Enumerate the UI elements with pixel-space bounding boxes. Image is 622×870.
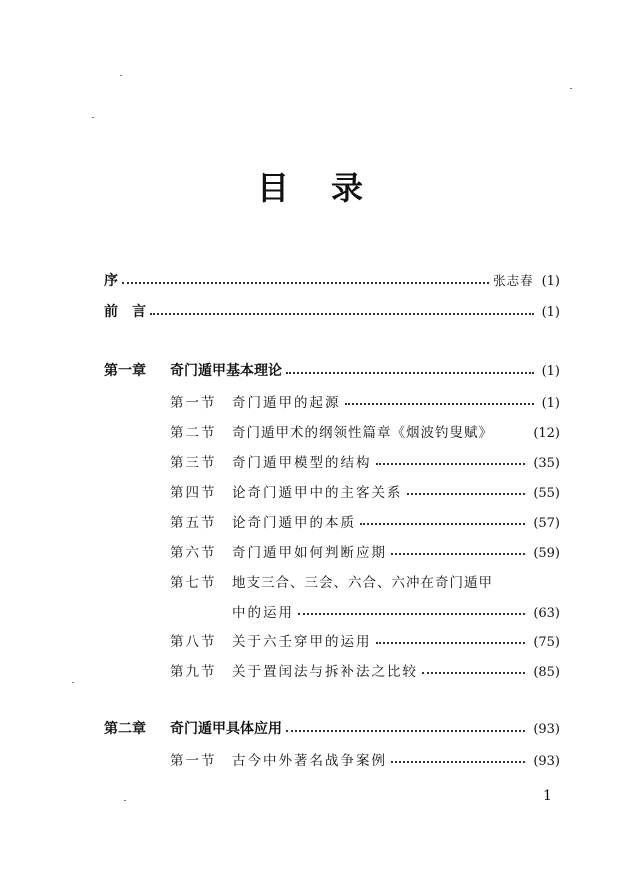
section-number: 第四节 bbox=[170, 485, 217, 501]
leader-dots bbox=[422, 672, 525, 674]
section-title: 关于置闰法与拆补法之比较 bbox=[232, 664, 418, 680]
section-title: 奇门遁甲术的纲领性篇章《烟波钓叟赋》 bbox=[232, 425, 493, 441]
entry-label: 前 言 bbox=[104, 304, 146, 320]
section-title: 论奇门遁甲中的主客关系 bbox=[232, 485, 403, 501]
section-title: 奇门遁甲如何判断应期 bbox=[232, 545, 387, 561]
leader-dots bbox=[407, 493, 526, 495]
leader-dots bbox=[376, 642, 526, 644]
toc-section[interactable] bbox=[170, 541, 560, 561]
section-title: 关于六壬穿甲的运用 bbox=[232, 634, 372, 650]
section-number: 第一节 bbox=[170, 753, 217, 769]
toc-entry-foreword[interactable] bbox=[104, 301, 560, 321]
toc-section[interactable] bbox=[170, 660, 560, 680]
leader-dots bbox=[376, 463, 526, 465]
section-number: 第八节 bbox=[170, 634, 217, 650]
toc-section[interactable] bbox=[170, 511, 560, 531]
entry-page: (93) bbox=[533, 754, 560, 769]
leader-dots bbox=[391, 553, 525, 555]
page-title bbox=[0, 163, 622, 209]
entry-page: (93) bbox=[533, 722, 560, 737]
section-number: 第一节 bbox=[170, 395, 217, 411]
entry-page: (1) bbox=[541, 396, 560, 411]
entry-page: (1) bbox=[541, 364, 560, 379]
chapter-number: 第一章 bbox=[104, 363, 146, 379]
scan-speck bbox=[120, 75, 122, 76]
leader-dots bbox=[286, 730, 525, 732]
leader-dots bbox=[298, 613, 525, 615]
entry-label: 序 bbox=[104, 273, 118, 289]
leader-dots bbox=[360, 523, 525, 525]
section-title-continued: 中的运用 bbox=[232, 605, 294, 621]
scan-speck bbox=[124, 800, 126, 801]
toc-section[interactable] bbox=[170, 630, 560, 650]
chapter-title: 奇门遁甲基本理论 bbox=[170, 363, 282, 379]
entry-author: 张志春 bbox=[493, 273, 534, 288]
entry-page: (55) bbox=[533, 486, 560, 501]
entry-page: (85) bbox=[533, 665, 560, 680]
toc-section[interactable] bbox=[170, 481, 560, 501]
entry-page: (1) bbox=[541, 305, 560, 320]
leader-dots bbox=[286, 372, 534, 374]
toc-section[interactable] bbox=[170, 421, 560, 441]
section-number: 第五节 bbox=[170, 515, 217, 531]
page-number: 1 bbox=[543, 788, 552, 804]
section-title: 奇门遁甲模型的结构 bbox=[232, 455, 372, 471]
title-char-1: 目 bbox=[256, 169, 291, 207]
toc-section-line1[interactable] bbox=[170, 571, 560, 591]
entry-page: (12) bbox=[533, 426, 560, 441]
toc-section[interactable] bbox=[170, 391, 560, 411]
section-title: 奇门遁甲的起源 bbox=[232, 395, 341, 411]
toc-section[interactable] bbox=[170, 451, 560, 471]
leader-dots bbox=[150, 313, 534, 315]
toc-entry-preface[interactable] bbox=[104, 270, 560, 290]
section-number: 第九节 bbox=[170, 664, 217, 680]
scan-speck bbox=[92, 117, 94, 118]
toc-chapter-1[interactable] bbox=[104, 360, 560, 380]
chapter-number: 第二章 bbox=[104, 721, 146, 737]
section-title: 古今中外著名战争案例 bbox=[232, 753, 387, 769]
leader-dots bbox=[391, 761, 525, 763]
entry-page: (1) bbox=[541, 274, 560, 289]
section-number: 第七节 bbox=[170, 575, 217, 591]
entry-page: (59) bbox=[533, 546, 560, 561]
toc-chapter-2[interactable] bbox=[104, 718, 560, 738]
entry-page: (75) bbox=[533, 635, 560, 650]
leader-dots bbox=[122, 282, 489, 284]
entry-page: (35) bbox=[533, 456, 560, 471]
entry-page: (63) bbox=[533, 606, 560, 621]
title-char-2: 录 bbox=[331, 169, 366, 207]
chapter-title: 奇门遁甲具体应用 bbox=[170, 721, 282, 737]
section-title: 论奇门遁甲的本质 bbox=[232, 515, 356, 531]
leader-dots bbox=[345, 403, 534, 405]
section-number: 第三节 bbox=[170, 455, 217, 471]
section-title: 地支三合、三会、六合、六冲在奇门遁甲 bbox=[232, 575, 493, 591]
section-number: 第六节 bbox=[170, 545, 217, 561]
scan-speck bbox=[72, 682, 74, 683]
toc-section-line2[interactable] bbox=[232, 601, 560, 621]
toc-section[interactable] bbox=[170, 749, 560, 769]
section-number: 第二节 bbox=[170, 425, 217, 441]
scan-speck bbox=[570, 88, 572, 89]
entry-page: (57) bbox=[533, 516, 560, 531]
